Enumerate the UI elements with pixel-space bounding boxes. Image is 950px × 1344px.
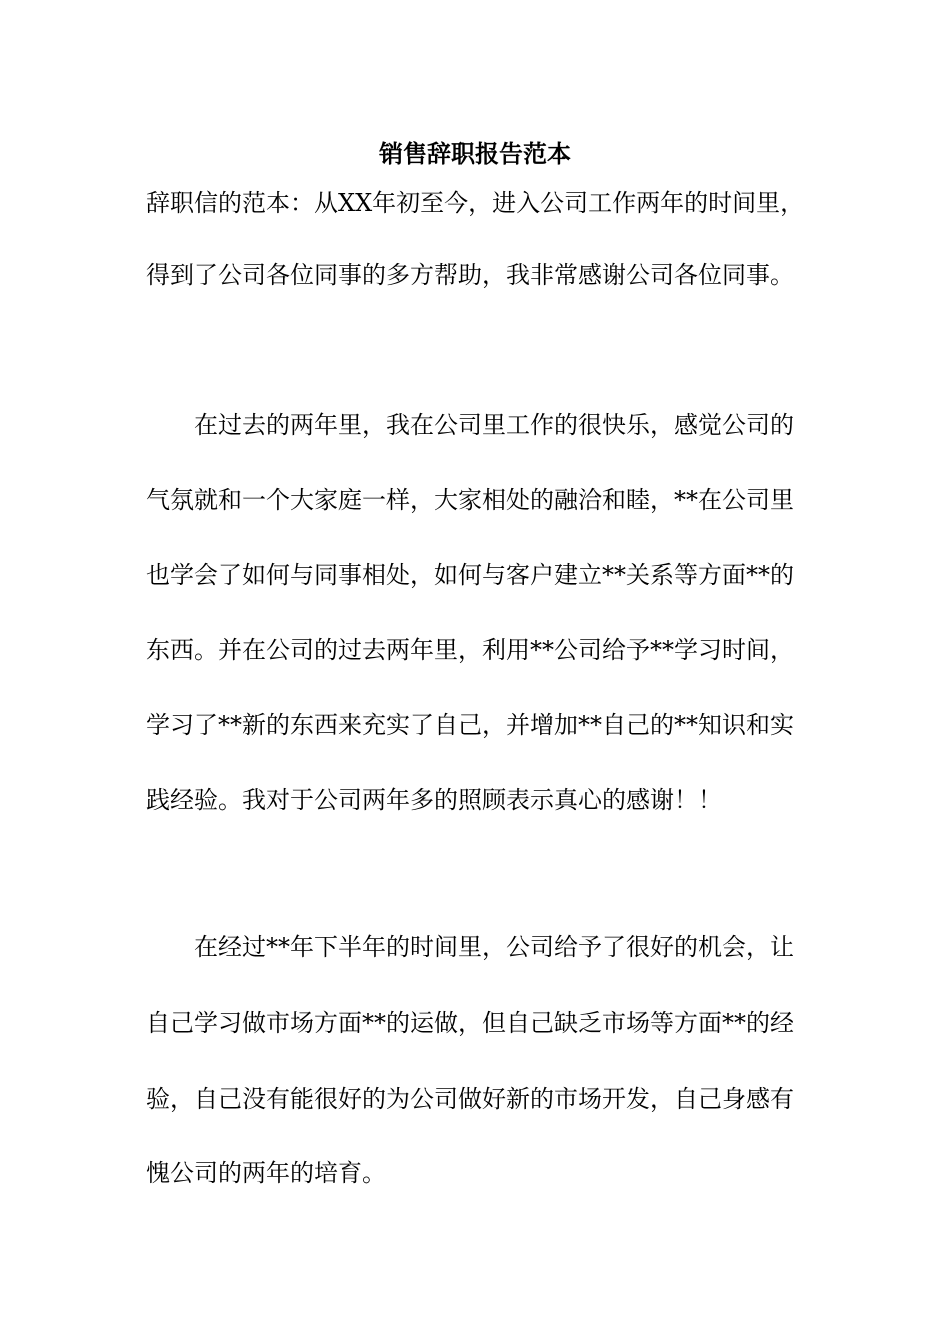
paragraph-3-line-3: 验，自己没有能很好的为公司做好新的市场开发，自己身感有: [146, 1085, 794, 1113]
paragraph-3-line-1: 在经过**年下半年的时间里，公司给予了很好的机会，让: [194, 933, 794, 961]
paragraph-2-line-1: 在过去的两年里，我在公司里工作的很快乐，感觉公司的: [194, 411, 794, 439]
paragraph-2-line-3: 也学会了如何与同事相处，如何与客户建立**关系等方面**的: [146, 561, 794, 589]
paragraph-3-line-4: 愧公司的两年的培育。: [146, 1159, 386, 1187]
paragraph-2-line-5: 学习了**新的东西来充实了自己，并增加**自己的**知识和实: [146, 711, 794, 739]
paragraph-1-line-2: 得到了公司各位同事的多方帮助，我非常感谢公司各位同事。: [146, 261, 794, 289]
paragraph-2-line-6: 践经验。我对于公司两年多的照顾表示真心的感谢！！: [146, 786, 722, 814]
paragraph-1-line-1: 辞职信的范本：从XX年初至今，进入公司工作两年的时间里，: [146, 189, 805, 217]
paragraph-3-line-2: 自己学习做市场方面**的运做，但自己缺乏市场等方面**的经: [146, 1009, 794, 1037]
document-title: 销售辞职报告范本: [379, 139, 571, 168]
paragraph-2-line-4: 东西。并在公司的过去两年里，利用**公司给予**学习时间，: [146, 636, 794, 664]
paragraph-2-line-2: 气氛就和一个大家庭一样，大家相处的融洽和睦，**在公司里: [146, 486, 794, 514]
